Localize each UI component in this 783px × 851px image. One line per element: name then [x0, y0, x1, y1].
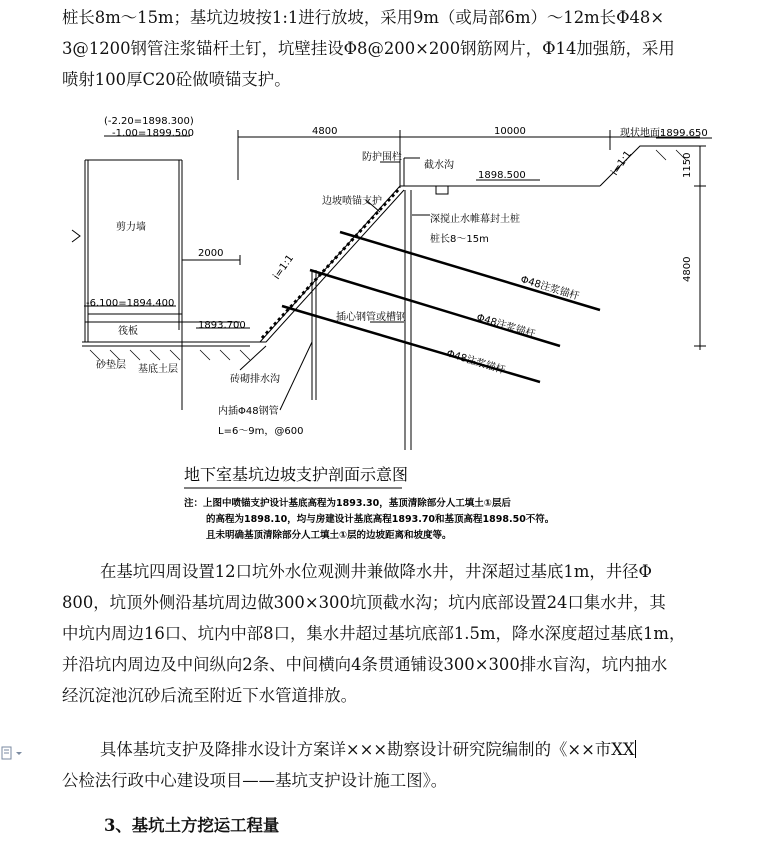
paragraph-2-line-2: 800，坑顶外侧沿基坑周边做300×300坑顶截水沟；坑内底部设置24口集水井，其 [62, 593, 666, 612]
paragraph-1-line-1: 桩长8m～15m；基坑边坡按1:1进行放坡，采用9m（或局部6m）～12m长Φ48× [62, 8, 665, 27]
label-base-soil: 基底土层 [138, 364, 178, 375]
label-slope-support: 边坡喷锚支护 [322, 196, 382, 207]
paragraph-1-line-3: 喷射100厚C20砼做喷锚支护。 [62, 70, 291, 89]
label-elev-1898: 1898.500 [478, 170, 526, 181]
paragraph-3-line-1-text: 具体基坑支护及降排水设计方案详×××勘察设计研究院编制的《××市XX [100, 740, 635, 759]
label-dim-4800-right: 4800 [682, 256, 693, 282]
paragraph-3-line-2: 公检法行政中心建设项目——基坑支护设计施工图》。 [62, 771, 448, 790]
paste-options-icon[interactable] [0, 744, 24, 762]
section-diagram [0, 110, 783, 540]
label-elev-top-paren: (-2.20=1898.300) [104, 116, 194, 127]
label-inner-pipe-2: L=6～9m，@600 [218, 426, 304, 437]
label-dim-4800-top: 4800 [312, 126, 338, 137]
label-elev-top: -1.00=1899.500 [112, 128, 194, 139]
paragraph-2-line-1: 在基坑四周设置12口坑外水位观测井兼做降水井，井深超过基底1m，井径Φ [100, 562, 652, 581]
section-diagram-figure [0, 110, 783, 540]
paragraph-3-line-1[interactable] [62, 734, 732, 765]
paragraph-1-line-2: 3@1200钢管注浆锚杆土钉，坑壁挂设Φ8@200×200钢筋网片，Φ14加强筋，采用 [62, 39, 675, 58]
label-pile-1: 深搅止水帷幕封土桩 [430, 214, 520, 225]
figure-note-2: 的高程为1898.10，均与房建设计基底高程1893.70和基顶高程1898.50不符。 [206, 514, 555, 525]
label-inner-pipe-1: 内插Φ48钢管 [218, 406, 279, 417]
label-drain-ditch: 砖砌排水沟 [230, 374, 280, 385]
figure-note-3: 且未明确基顶清除部分人工填土①层的边坡距离和坡度等。 [206, 530, 452, 540]
label-gravel: 砂垫层 [96, 360, 126, 371]
label-intercept-ditch: 截水沟 [424, 160, 454, 171]
label-guardrail: 防护围栏 [362, 152, 402, 163]
label-slope-ratio: i=1:1 [271, 253, 297, 282]
paragraph-3 [62, 734, 732, 796]
paragraph-2 [62, 556, 732, 711]
label-dim-2000: 2000 [198, 248, 224, 259]
label-elev-base: 1893.700 [198, 320, 246, 331]
label-ground: 现状地面: [620, 128, 664, 139]
label-elev-ground: 1899.650 [660, 128, 708, 139]
text-cursor [635, 740, 636, 758]
paragraph-1 [62, 2, 732, 95]
label-raft: 筏板 [118, 326, 138, 337]
label-anchor-2: Φ48注浆锚杆 [475, 312, 537, 341]
section-heading: 3、基坑土方挖运工程量 [104, 816, 280, 835]
label-slope-ratio-top: i=1:1 [609, 149, 635, 178]
figure-note-1: 注：上图中喷锚支护设计基底高程为1893.30，基顶清除部分人工填土①层后 [184, 498, 511, 509]
anchor-rods [282, 232, 600, 382]
label-dim-10000: 10000 [494, 126, 526, 137]
paragraph-2-line-5: 经沉淀池沉砂后流至附近下水管道排放。 [62, 686, 358, 705]
figure-caption: 地下室基坑边坡支护剖面示意图 [184, 465, 409, 484]
label-anchor-3: Φ48注浆锚杆 [445, 348, 507, 377]
label-shear-wall: 剪力墙 [116, 222, 146, 233]
label-pile-2: 桩长8～15m [430, 234, 489, 245]
paragraph-2-line-4: 并沿坑内周边及中间纵向2条、中间横向4条贯通铺设300×300排水盲沟，坑内抽水 [62, 655, 668, 674]
paragraph-2-line-3: 中坑内周边16口、坑内中部8口，集水井超过基坑底部1.5m，降水深度超过基底1m， [62, 624, 686, 643]
label-dim-1150: 1150 [682, 152, 693, 178]
label-anchor-1: Φ48注浆锚杆 [519, 274, 581, 303]
label-steel-pipe: 插心钢管或槽钢 [336, 312, 406, 323]
label-elev-bottom: -6.100=1894.400 [86, 298, 175, 309]
